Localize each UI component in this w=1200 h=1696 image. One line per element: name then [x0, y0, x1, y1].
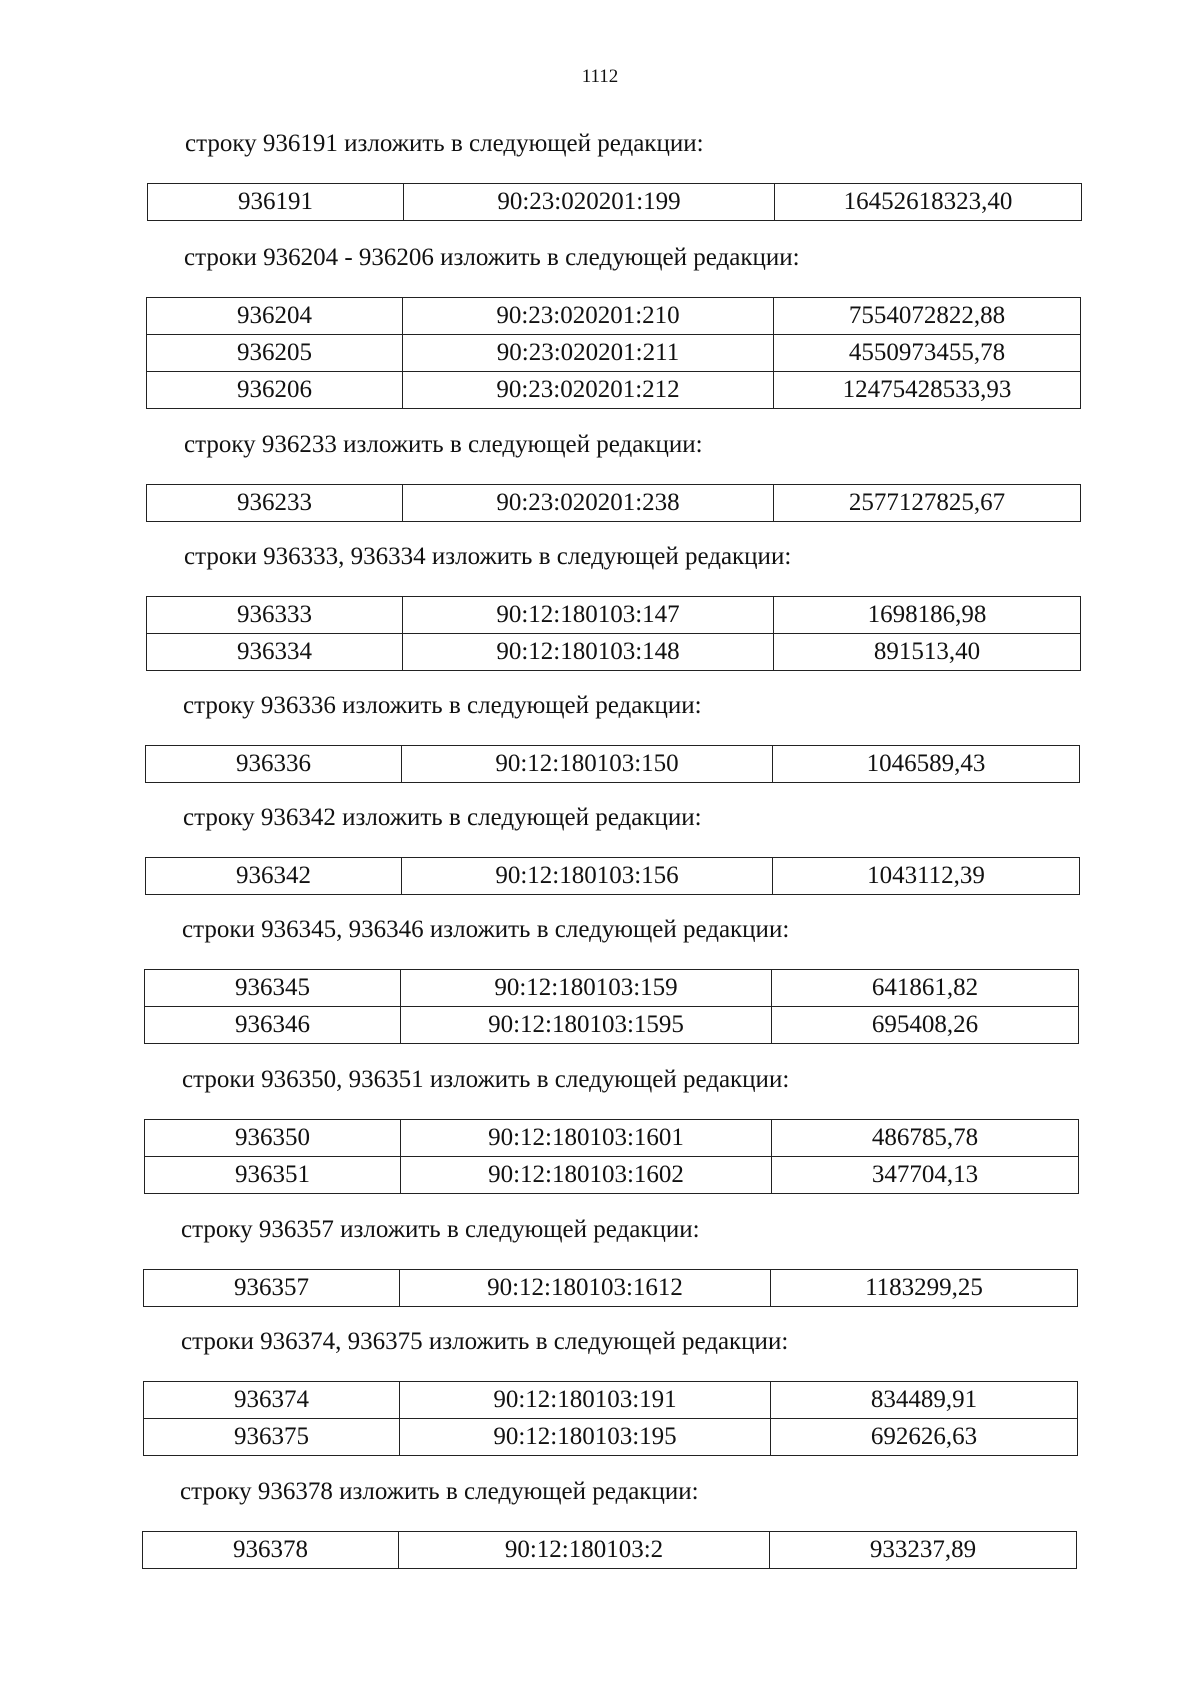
value-cell: 16452618323,40: [775, 184, 1082, 221]
table-row: [144, 1419, 1078, 1456]
cadastral-number-cell: 90:12:180103:2: [399, 1532, 770, 1569]
cadastral-number-cell: 90:12:180103:1612: [400, 1270, 771, 1307]
row-number-cell: 936204: [147, 298, 403, 335]
cadastral-number-cell: 90:12:180103:195: [400, 1419, 771, 1456]
table-row: [143, 1532, 1077, 1569]
row-number-cell: 936351: [145, 1157, 401, 1194]
table-row: [145, 970, 1079, 1007]
cadastral-number-cell: 90:12:180103:150: [402, 746, 773, 783]
row-number-cell: 936345: [145, 970, 401, 1007]
row-number-cell: 936205: [147, 335, 403, 372]
cadastral-number-cell: 90:12:180103:156: [402, 858, 773, 895]
value-cell: 486785,78: [772, 1120, 1079, 1157]
value-cell: 7554072822,88: [774, 298, 1081, 335]
table-row: [145, 1007, 1079, 1044]
value-cell: 347704,13: [772, 1157, 1079, 1194]
amendment-instruction: строки 936333, 936334 изложить в следующей редакции:: [184, 543, 792, 570]
cadastral-number-cell: 90:12:180103:1601: [401, 1120, 772, 1157]
amendment-table: [146, 596, 1081, 671]
amendment-instruction: строку 936378 изложить в следующей редакции:: [180, 1478, 699, 1505]
value-cell: 1698186,98: [774, 597, 1081, 634]
row-number-cell: 936378: [143, 1532, 399, 1569]
amendment-instruction: строку 936357 изложить в следующей редакции:: [181, 1216, 700, 1243]
amendment-instruction: строку 936233 изложить в следующей редакции:: [184, 431, 703, 458]
table-row: [147, 335, 1081, 372]
cadastral-number-cell: 90:12:180103:1602: [401, 1157, 772, 1194]
value-cell: 1183299,25: [771, 1270, 1078, 1307]
row-number-cell: 936191: [148, 184, 404, 221]
value-cell: 2577127825,67: [774, 485, 1081, 522]
cadastral-number-cell: 90:12:180103:147: [403, 597, 774, 634]
table-row: [148, 184, 1082, 221]
table-row: [147, 298, 1081, 335]
amendment-table: [144, 969, 1079, 1044]
table-row: [147, 597, 1081, 634]
cadastral-number-cell: 90:12:180103:159: [401, 970, 772, 1007]
row-number-cell: 936346: [145, 1007, 401, 1044]
row-number-cell: 936206: [147, 372, 403, 409]
value-cell: 12475428533,93: [774, 372, 1081, 409]
value-cell: 695408,26: [772, 1007, 1079, 1044]
table-row: [147, 634, 1081, 671]
amendment-instruction: строку 936191 изложить в следующей редакции:: [185, 130, 704, 157]
amendment-table: [145, 857, 1080, 895]
amendment-table: [145, 745, 1080, 783]
cadastral-number-cell: 90:12:180103:148: [403, 634, 774, 671]
amendment-table: [143, 1381, 1078, 1456]
table-row: [144, 1382, 1078, 1419]
row-number-cell: 936357: [144, 1270, 400, 1307]
amendment-instruction: строки 936345, 936346 изложить в следующей редакции:: [182, 916, 790, 943]
value-cell: 891513,40: [774, 634, 1081, 671]
row-number-cell: 936350: [145, 1120, 401, 1157]
row-number-cell: 936233: [147, 485, 403, 522]
cadastral-number-cell: 90:12:180103:1595: [401, 1007, 772, 1044]
table-row: [147, 372, 1081, 409]
row-number-cell: 936336: [146, 746, 402, 783]
page-number: 1112: [581, 66, 619, 87]
table-row: [145, 1120, 1079, 1157]
row-number-cell: 936375: [144, 1419, 400, 1456]
cadastral-number-cell: 90:23:020201:210: [403, 298, 774, 335]
table-row: [146, 746, 1080, 783]
amendment-table: [144, 1119, 1079, 1194]
amendment-instruction: строки 936350, 936351 изложить в следующей редакции:: [182, 1066, 790, 1093]
cadastral-number-cell: 90:23:020201:238: [403, 485, 774, 522]
value-cell: 641861,82: [772, 970, 1079, 1007]
row-number-cell: 936334: [147, 634, 403, 671]
cadastral-number-cell: 90:23:020201:212: [403, 372, 774, 409]
cadastral-number-cell: 90:23:020201:199: [404, 184, 775, 221]
row-number-cell: 936374: [144, 1382, 400, 1419]
amendment-table: [146, 297, 1081, 409]
row-number-cell: 936342: [146, 858, 402, 895]
amendment-table: [147, 183, 1082, 221]
value-cell: 692626,63: [771, 1419, 1078, 1456]
amendment-instruction: строки 936374, 936375 изложить в следующей редакции:: [181, 1328, 789, 1355]
table-row: [147, 485, 1081, 522]
table-row: [146, 858, 1080, 895]
value-cell: 1046589,43: [773, 746, 1080, 783]
table-row: [144, 1270, 1078, 1307]
amendment-instruction: строки 936204 - 936206 изложить в следующей редакции:: [184, 244, 800, 271]
amendment-table: [143, 1269, 1078, 1307]
amendment-table: [142, 1531, 1077, 1569]
amendment-table: [146, 484, 1081, 522]
amendment-instruction: строку 936342 изложить в следующей редакции:: [183, 804, 702, 831]
value-cell: 933237,89: [770, 1532, 1077, 1569]
cadastral-number-cell: 90:23:020201:211: [403, 335, 774, 372]
value-cell: 4550973455,78: [774, 335, 1081, 372]
row-number-cell: 936333: [147, 597, 403, 634]
value-cell: 1043112,39: [773, 858, 1080, 895]
amendment-instruction: строку 936336 изложить в следующей редакции:: [183, 692, 702, 719]
table-row: [145, 1157, 1079, 1194]
value-cell: 834489,91: [771, 1382, 1078, 1419]
cadastral-number-cell: 90:12:180103:191: [400, 1382, 771, 1419]
